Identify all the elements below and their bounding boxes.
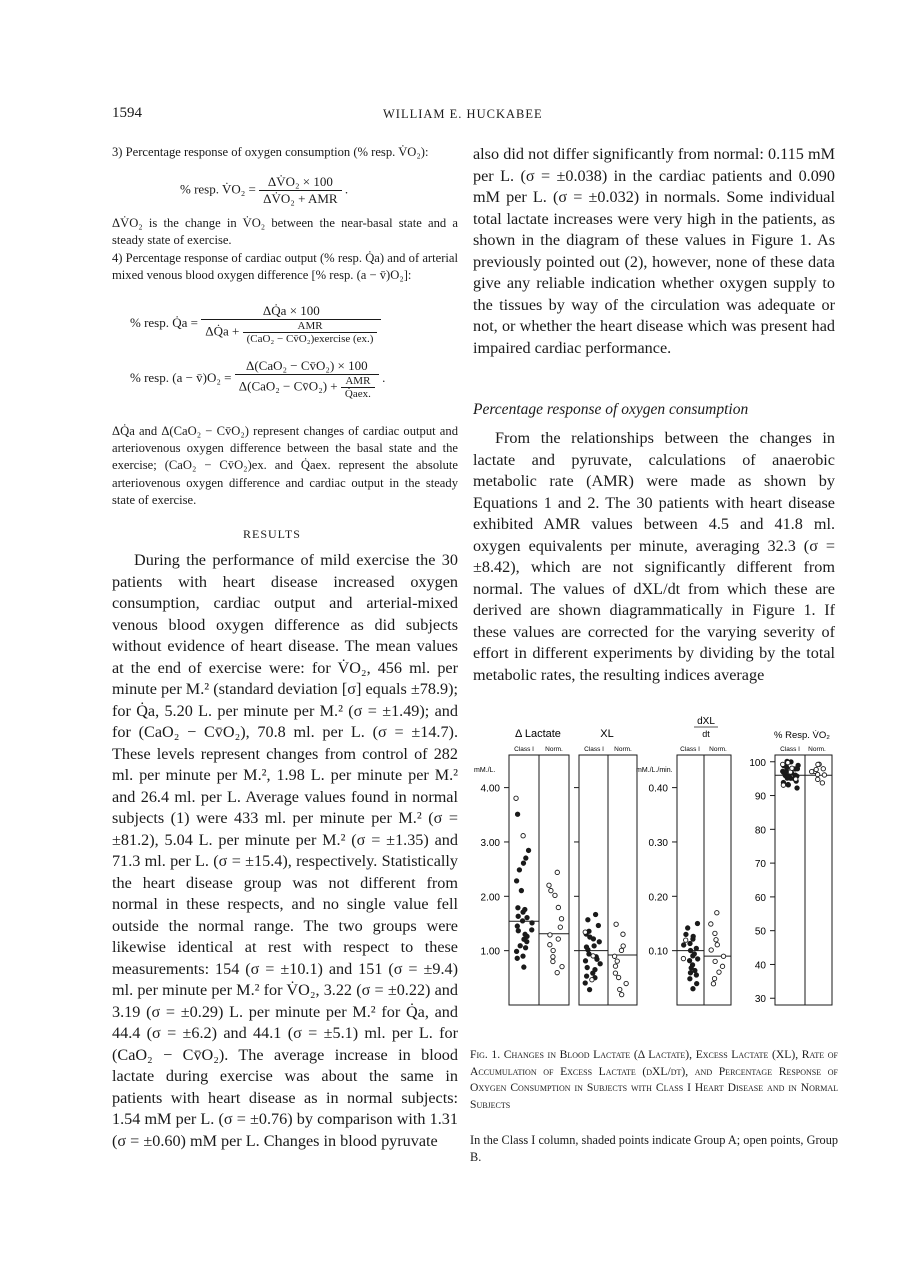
data-point-class1-group-a	[526, 848, 530, 852]
box-norm-vo2	[805, 755, 832, 1005]
data-point-class1-group-a	[587, 987, 591, 991]
panel-delta-lactate	[474, 728, 569, 1005]
y-tick-label: 100	[749, 757, 766, 769]
data-point-class1-group-a	[593, 967, 597, 971]
data-point-class1-group-a	[516, 914, 520, 918]
data-point-class1-group-a	[520, 919, 524, 923]
data-point-class1-group-b	[786, 760, 790, 764]
data-point-normal	[816, 762, 820, 766]
data-point-class1-group-a	[521, 861, 525, 865]
data-point-class1-group-b	[521, 834, 525, 838]
y-tick-label: 0.30	[648, 837, 668, 849]
data-point-normal	[619, 948, 623, 952]
col-label-class1: Class I	[680, 746, 700, 753]
data-point-class1-group-a	[584, 945, 588, 949]
box-norm-dxl	[704, 755, 731, 1005]
data-point-normal	[547, 883, 551, 887]
panel-title-vo2: % Resp. V̇O₂	[774, 730, 830, 741]
col-label-class1: Class I	[514, 746, 534, 753]
data-point-normal	[816, 777, 820, 781]
data-point-class1-group-a	[514, 949, 518, 953]
data-point-normal	[553, 893, 557, 897]
equation-1: % resp. V̇O₂ = $\frac{\text{ΔV̇O₂ × 100}}{\text{ΔV̇O₂ + AMR}}$ .	[180, 174, 349, 206]
data-point-class1-group-b	[683, 938, 687, 942]
panel-xl	[574, 728, 637, 1005]
data-point-class1-group-a	[524, 856, 528, 860]
data-point-normal	[709, 948, 713, 952]
y-tick-label: 80	[754, 825, 766, 837]
data-point-normal	[548, 933, 552, 937]
data-point-class1-group-a	[694, 981, 698, 985]
data-point-class1-group-b	[790, 766, 794, 770]
data-point-normal	[551, 948, 555, 952]
data-point-class1-group-a	[583, 959, 587, 963]
col-label-norm: Norm.	[614, 746, 632, 753]
data-point-class1-group-b	[583, 930, 587, 934]
data-point-normal	[556, 937, 560, 941]
data-point-class1-group-a	[515, 812, 519, 816]
figure-caption-note: In the Class I column, shaded points indicate Group A; open points, Group B.	[470, 1133, 838, 1164]
data-point-normal	[618, 987, 622, 991]
data-point-class1-group-a	[688, 941, 692, 945]
data-point-class1-group-a	[517, 868, 521, 872]
data-point-class1-group-a	[515, 924, 519, 928]
data-point-normal	[713, 959, 717, 963]
data-point-class1-group-a	[688, 948, 692, 952]
data-point-class1-group-a	[523, 932, 527, 936]
data-point-class1-group-a	[695, 957, 699, 961]
item-3-text: 3) Percentage response of oxygen consumption (% resp. V̇O₂):	[112, 145, 429, 159]
data-point-normal	[814, 767, 818, 771]
data-point-normal	[712, 976, 716, 980]
data-point-normal	[619, 992, 623, 996]
right-paragraph-2: From the relationships between the changes in lactate and pyruvate, calculations of anaerobic metabolic rate (AMR) were made as shown by Equations 1 and 2. The 30 patients with heart disease exhibited AMR values between 4.5 and 41.8 ml. oxygen equivalents per minute, averaging 32.3 (σ = ±8.42), which are not significantly different from normal. The values of dXL/dt from which these are derived are shown diagrammatically in Figure 1. If these values are corrected for the varying severity of effort in different experiments by dividing by the total metabolic rates, the resulting indices average	[473, 429, 835, 684]
data-point-normal	[715, 943, 719, 947]
y-tick-label: 0.10	[648, 946, 668, 958]
data-point-normal	[551, 955, 555, 959]
y-tick-label: 50	[754, 926, 766, 938]
data-point-class1-group-a	[690, 963, 694, 967]
data-point-normal	[556, 905, 560, 909]
data-point-normal	[713, 931, 717, 935]
data-point-class1-group-b	[681, 956, 685, 960]
data-point-class1-group-a	[786, 782, 790, 786]
data-point-normal	[809, 769, 813, 773]
data-point-normal	[613, 971, 617, 975]
data-point-class1-group-a	[585, 965, 589, 969]
data-point-class1-group-a	[786, 774, 790, 778]
data-point-class1-group-a	[586, 918, 590, 922]
data-point-class1-group-b	[794, 777, 798, 781]
data-point-class1-group-a	[795, 786, 799, 790]
data-point-normal	[616, 975, 620, 979]
right-paragraph-1: also did not differ significantly from normal: 0.115 mM per L. (σ = ±0.038) in the cardiac patients and 0.090 mM per L. (σ = ±0.032) in normals. Some individual total lactate increases were very high in the patients, as shown in the diagram of these values in Figure 1. As previously pointed out (2), however, none of these data give any reliable indication whether oxygen supply to the tissues by way of the circulation was adequate or not, or whether the heart disease which was present had impaired cardiac performance.	[473, 145, 835, 357]
y-unit-lactate: mM./L.	[474, 767, 496, 774]
data-point-class1-group-a	[593, 912, 597, 916]
data-point-class1-group-a	[522, 965, 526, 969]
data-point-class1-group-a	[530, 928, 534, 932]
item-4-text: 4) Percentage response of cardiac output (% resp. Q̇a) and of arterial mixed venous blood oxygen difference [% resp. (a − v̄)O₂]:	[112, 251, 458, 283]
data-point-normal	[720, 964, 724, 968]
data-point-class1-group-a	[514, 879, 518, 883]
y-tick-label: 3.00	[480, 837, 500, 849]
data-point-class1-group-a	[521, 954, 525, 958]
figure-1-chart	[468, 710, 848, 1028]
caption-label: Fig. 1.	[470, 1048, 501, 1061]
data-point-class1-group-a	[587, 952, 591, 956]
data-point-class1-group-a	[694, 973, 698, 977]
data-point-class1-group-b	[590, 978, 594, 982]
y-tick-label: 90	[754, 791, 766, 803]
data-point-class1-group-a	[688, 977, 692, 981]
data-point-normal	[548, 942, 552, 946]
data-point-normal	[717, 970, 721, 974]
definition-1: ΔV̇O₂ is the change in V̇O₂ between the near-basal state and a steady state of exercise.	[112, 216, 458, 248]
data-point-class1-group-a	[516, 906, 520, 910]
data-point-class1-group-a	[694, 946, 698, 950]
box-class1-vo2	[775, 755, 805, 1005]
y-tick-label: 40	[754, 960, 766, 972]
data-point-class1-group-a	[684, 932, 688, 936]
col-label-class1: Class I	[584, 746, 604, 753]
data-point-normal	[612, 954, 616, 958]
y-tick-label: 4.00	[480, 783, 500, 795]
page-number: 1594	[112, 105, 142, 121]
col-label-class1: Class I	[780, 746, 800, 753]
data-point-class1-group-a	[519, 888, 523, 892]
data-point-class1-group-a	[687, 958, 691, 962]
data-point-class1-group-a	[583, 981, 587, 985]
panel-title-dxl: dXL	[697, 716, 715, 727]
col-label-norm: Norm.	[808, 746, 826, 753]
data-point-class1-group-a	[681, 943, 685, 947]
results-heading: RESULTS	[243, 527, 301, 541]
data-point-normal	[709, 922, 713, 926]
panel-title-xl: XL	[600, 728, 614, 740]
equation-3: % resp. (a − v̄)O₂ = Δ(CaO₂ − Cv̄O₂) × 100 Δ(CaO₂ − Cv̄O₂) + $\frac{\text{AMR}}{\text{Q̇aex.}}$ .	[130, 358, 386, 400]
data-point-class1-group-a	[596, 923, 600, 927]
data-point-class1-group-a	[523, 907, 527, 911]
data-point-class1-group-a	[688, 971, 692, 975]
data-point-class1-group-a	[515, 956, 519, 960]
y-tick-label: 30	[754, 994, 766, 1006]
data-point-class1-group-a	[691, 986, 695, 990]
data-point-class1-group-a	[584, 974, 588, 978]
data-point-class1-group-a	[796, 763, 800, 767]
data-point-class1-group-a	[525, 915, 529, 919]
data-point-normal	[624, 981, 628, 985]
data-point-normal	[721, 954, 725, 958]
data-point-class1-group-a	[691, 934, 695, 938]
data-point-class1-group-b	[781, 783, 785, 787]
box-norm-xl	[608, 755, 637, 1005]
data-point-class1-group-a	[695, 921, 699, 925]
y-tick-label: 0.40	[648, 783, 668, 795]
data-point-class1-group-b	[514, 796, 518, 800]
data-point-normal	[614, 922, 618, 926]
data-point-class1-group-a	[523, 946, 527, 950]
figure-caption	[470, 1047, 838, 1113]
data-point-class1-group-a	[518, 944, 522, 948]
data-point-normal	[555, 970, 559, 974]
data-point-normal	[711, 982, 715, 986]
data-point-class1-group-a	[530, 921, 534, 925]
y-tick-label: 60	[754, 892, 766, 904]
data-point-class1-group-a	[597, 940, 601, 944]
data-point-normal	[621, 932, 625, 936]
data-point-normal	[822, 773, 826, 777]
data-point-class1-group-b	[591, 954, 595, 958]
panel-title-lactate: Δ Lactate	[515, 728, 561, 740]
running-head-author: WILLIAM E. HUCKABEE	[383, 107, 543, 121]
data-point-class1-group-a	[598, 962, 602, 966]
y-unit-dxl: mM./L./min.	[636, 767, 673, 774]
section-subheading: Percentage response of oxygen consumption	[473, 401, 749, 418]
y-tick-label: 1.00	[480, 946, 500, 958]
data-point-normal	[615, 959, 619, 963]
caption-title: Changes in Blood Lactate (Δ Lactate), Excess Lactate (XL), Rate of Accumulation of Excess Lactate (dXL/dt), and Percentage Response of Oxygen Consumption in Subjects with Class I Heart Disease and in Normal Subjects	[470, 1048, 838, 1111]
data-point-normal	[621, 944, 625, 948]
data-point-class1-group-a	[516, 929, 520, 933]
y-tick-label: 70	[754, 859, 766, 871]
definition-2: ΔQ̇a and Δ(CaO₂ − Cv̄O₂) represent changes of cardiac output and arteriovenous oxygen difference between the basal state and the exercise; (CaO₂ − Cv̄O₂)ex. and Q̇aex. represent the absolute arteriovenous oxygen difference and cardiac output in the steady state of exercise.	[112, 424, 458, 507]
data-point-class1-group-a	[685, 926, 689, 930]
y-tick-label: 0.20	[648, 892, 668, 904]
data-point-normal	[560, 964, 564, 968]
data-point-normal	[549, 888, 553, 892]
data-point-normal	[714, 938, 718, 942]
results-paragraph: During the performance of mild exercise the 30 patients with heart disease increased oxygen consumption, cardiac output and arterial-mixed venous blood oxygen difference as did subjects without evidence of heart disease. The mean values at the end of exercise were: for V̇O₂, 456 ml. per minute per M.² (standard deviation [σ] equals ±78.9); for Q̇a, 5.20 L. per minute per M.² (σ = ±1.49); and for (CaO₂ − Cv̄O₂), 70.8 ml. per L. (σ = ±14.7). These levels represent changes from control of 282 ml. per minute per M.², 1.98 L. per minute per M.² and 26.4 ml. per L. Average values found in normal subjects (1) were 433 ml. per minute per M.² (σ = ±81.2), 5.04 L. per minute per M.² (σ = ±1.35) and 71.3 ml. per L. (σ = ±15.4), respectively. Statistically the heart disease group was not different from normal in these respects, and no single value fell outside the normal range. The two groups were likewise identical at rest with respect to these measurements: 154 (σ = ±10.1) and 151 (σ = ±9.4) ml. per minute per M.² for V̇O₂, 3.22 (σ = ±0.22) and 3.19 (σ = ±0.29) L. per minute per M.² for Q̇a, and 44.4 (σ = ±6.2) and 44.1 (σ = ±5.1) ml. per L. for (CaO₂ − Cv̄O₂). The average increase in blood lactate during exercise was about the same in patients with heart disease as in normal subjects: 1.54 mM per L. (σ = ±0.76) by comparison with 1.31 (σ = ±0.60) mM per L. Changes in blood pyruvate	[112, 551, 458, 1150]
data-point-normal	[821, 767, 825, 771]
data-point-normal	[715, 911, 719, 915]
col-label-norm: Norm.	[545, 746, 563, 753]
data-point-class1-group-a	[692, 952, 696, 956]
panel-title-dt: dt	[702, 729, 710, 739]
data-point-normal	[555, 870, 559, 874]
col-label-norm: Norm.	[709, 746, 727, 753]
data-point-normal	[558, 925, 562, 929]
data-point-class1-group-b	[781, 762, 785, 766]
data-point-normal	[820, 781, 824, 785]
data-point-class1-group-a	[592, 944, 596, 948]
panel-resp-vo2	[749, 730, 832, 1006]
y-tick-label: 2.00	[480, 892, 500, 904]
equation-2: % resp. Q̇a = ΔQ̇a × 100 ΔQ̇a + $\frac{\text{AMR}}{\text{(CaO₂ − Cv̄O₂)exercise (ex.)}}$	[130, 303, 381, 345]
data-point-normal	[551, 959, 555, 963]
data-point-normal	[613, 964, 617, 968]
panel-dxl-dt	[636, 716, 731, 1005]
data-point-normal	[559, 917, 563, 921]
